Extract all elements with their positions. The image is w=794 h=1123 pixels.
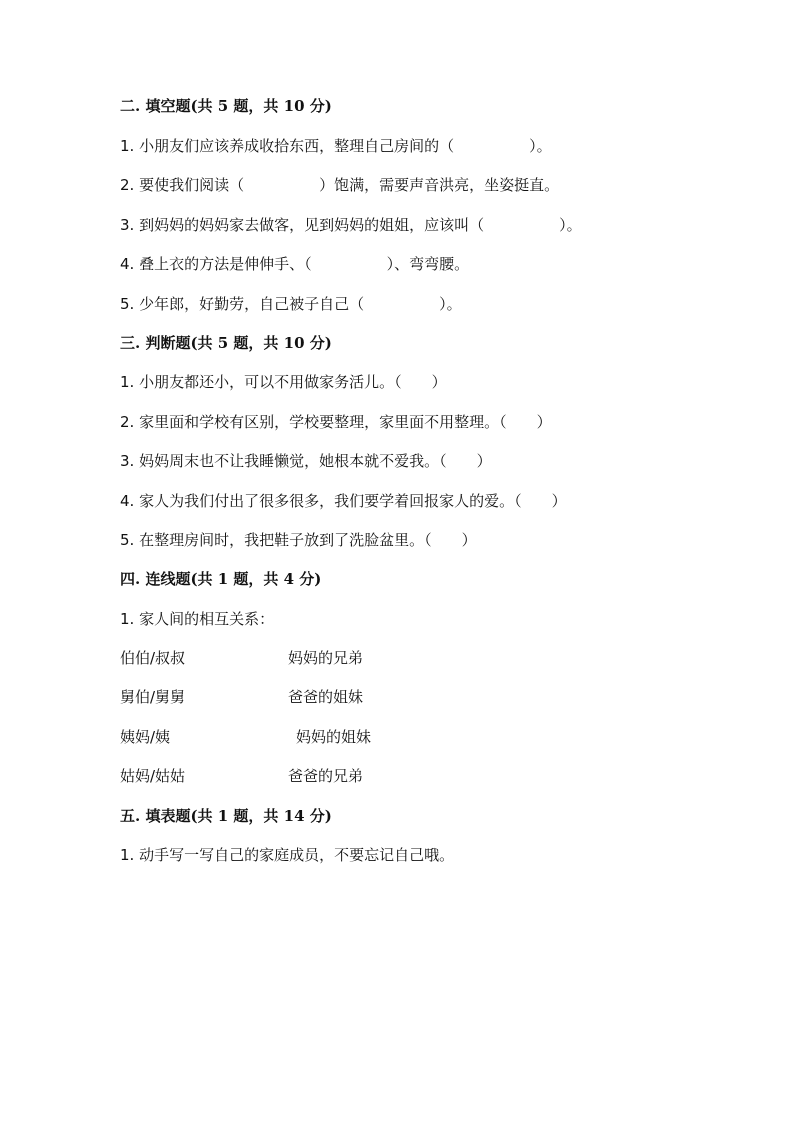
- fill-blank-question-5: 5. 少年郎，好勤劳，自己被子自己（ ）。: [120, 295, 462, 313]
- true-false-question-3: 3. 妈妈周末也不让我睡懒觉，她根本就不爱我。（ ）: [120, 452, 492, 470]
- fill-blank-question-3: 3. 到妈妈的妈妈家去做客，见到妈妈的姐姐，应该叫（ ）。: [120, 216, 582, 234]
- section-5-heading: 五. 填表题(共 1 题，共 14 分): [120, 807, 332, 825]
- table-fill-question: 1. 动手写一写自己的家庭成员，不要忘记自己哦。: [120, 846, 455, 864]
- section-2-heading: 二. 填空题(共 5 题，共 10 分): [120, 97, 332, 115]
- section-4-heading: 四. 连线题(共 1 题，共 4 分): [120, 570, 322, 588]
- fill-blank-question-4: 4. 叠上衣的方法是伸伸手、（ ）、弯弯腰。: [120, 255, 470, 273]
- section-3-heading: 三. 判断题(共 5 题，共 10 分): [120, 334, 332, 352]
- fill-blank-question-2: 2. 要使我们阅读（ ）饱满，需要声音洪亮，坐姿挺直。: [120, 176, 560, 194]
- matching-left-item: 伯伯/叔叔: [120, 649, 186, 667]
- matching-right-item: 妈妈的兄弟: [288, 649, 364, 667]
- matching-left-item: 姑妈/姑姑: [120, 767, 186, 785]
- matching-question: 1. 家人间的相互关系：: [120, 610, 275, 628]
- matching-left-item: 舅伯/舅舅: [120, 688, 186, 706]
- fill-blank-question-1: 1. 小朋友们应该养成收拾东西，整理自己房间的（ ）。: [120, 137, 552, 155]
- matching-left-item: 姨妈/姨: [120, 728, 171, 746]
- true-false-question-4: 4. 家人为我们付出了很多很多，我们要学着回报家人的爱。（ ）: [120, 492, 567, 510]
- matching-right-item: 妈妈的姐妹: [296, 728, 372, 746]
- matching-right-item: 爸爸的姐妹: [288, 688, 364, 706]
- true-false-question-5: 5. 在整理房间时，我把鞋子放到了洗脸盆里。（ ）: [120, 531, 477, 549]
- true-false-question-2: 2. 家里面和学校有区别，学校要整理，家里面不用整理。（ ）: [120, 413, 552, 431]
- matching-right-item: 爸爸的兄弟: [288, 767, 364, 785]
- true-false-question-1: 1. 小朋友都还小，可以不用做家务活儿。（ ）: [120, 373, 447, 391]
